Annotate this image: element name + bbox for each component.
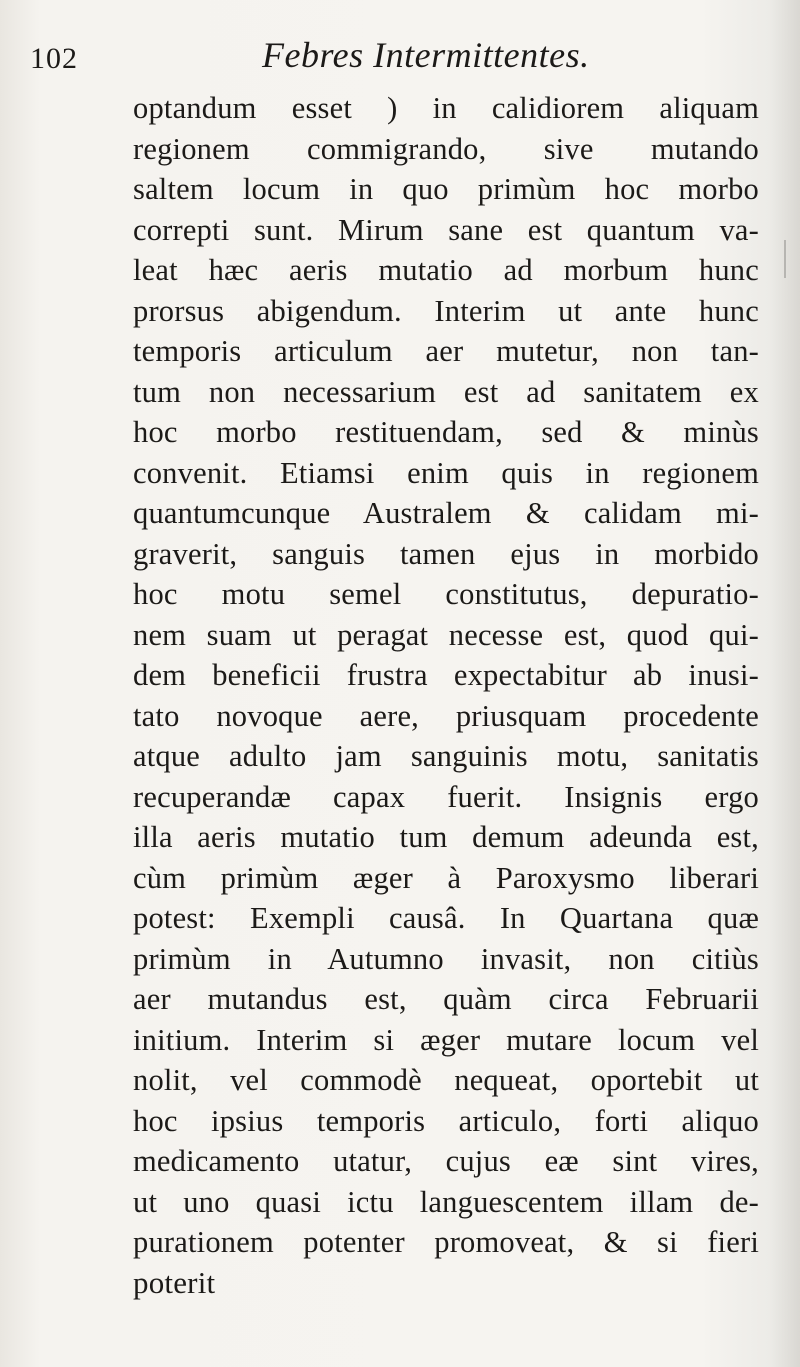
text-line: quantumcunque Australem & calidam mi- xyxy=(133,496,759,530)
text-line: purationem potenter promoveat, & si fieri xyxy=(133,1225,759,1259)
text-line: hoc ipsius temporis articulo, forti aliquo xyxy=(133,1103,759,1138)
running-head: Febres Intermittentes. xyxy=(262,35,590,75)
text-line: cùm primùm æger à Paroxysmo liberari xyxy=(133,860,759,895)
text-line: convenit. Etiamsi enim quis in regionem xyxy=(133,455,759,490)
text-line: prorsus abigendum. Interim ut ante hunc xyxy=(133,293,759,328)
text-line: atque adulto jam sanguinis motu, sanitatis xyxy=(133,739,759,773)
text-line: saltem locum in quo primùm hoc morbo xyxy=(133,172,759,206)
text-line: hoc motu semel constitutus, depuratio- xyxy=(133,577,759,611)
text-line: tum non necessarium est ad sanitatem ex xyxy=(133,374,759,409)
text-line: medicamento utatur, cujus eæ sint vires, xyxy=(133,1144,759,1178)
text-line: nolit, vel commodè nequeat, oportebit ut xyxy=(133,1063,759,1097)
text-line: illa aeris mutatio tum demum adeunda est, xyxy=(133,820,759,854)
text-line: regionem commigrando, sive mutando xyxy=(133,131,759,166)
text-line: hoc morbo restituendam, sed & minùs xyxy=(133,415,759,449)
text-line: leat hæc aeris mutatio ad morbum hunc xyxy=(133,253,759,287)
body-text xyxy=(133,88,759,1303)
catchword: poterit xyxy=(133,1264,216,1300)
text-line: tato novoque aere, priusquam procedente xyxy=(133,698,759,733)
text-line: dem beneficii frustra expectabitur ab inusi- xyxy=(133,658,759,692)
page-number: 102 xyxy=(30,42,78,75)
page-header xyxy=(30,22,770,82)
text-line: recuperandæ capax fuerit. Insignis ergo xyxy=(133,779,759,814)
text-line: initium. Interim si æger mutare locum vel xyxy=(133,1022,759,1057)
text-line: ut uno quasi ictu languescentem illam de- xyxy=(133,1184,759,1219)
text-line: nem suam ut peragat necesse est, quod qui- xyxy=(133,617,759,652)
text-line: potest: Exempli causâ. In Quartana quæ xyxy=(133,901,759,935)
page-edge-mark xyxy=(784,240,786,278)
text-line: graverit, sanguis tamen ejus in morbido xyxy=(133,536,759,571)
text-line: primùm in Autumno invasit, non citiùs xyxy=(133,941,759,976)
text-line: temporis articulum aer mutetur, non tan- xyxy=(133,334,759,368)
text-line: aer mutandus est, quàm circa Februarii xyxy=(133,982,759,1016)
text-line: optandum esset ) in calidiorem aliquam xyxy=(133,91,759,125)
text-line: correpti sunt. Mirum sane est quantum va- xyxy=(133,212,759,247)
